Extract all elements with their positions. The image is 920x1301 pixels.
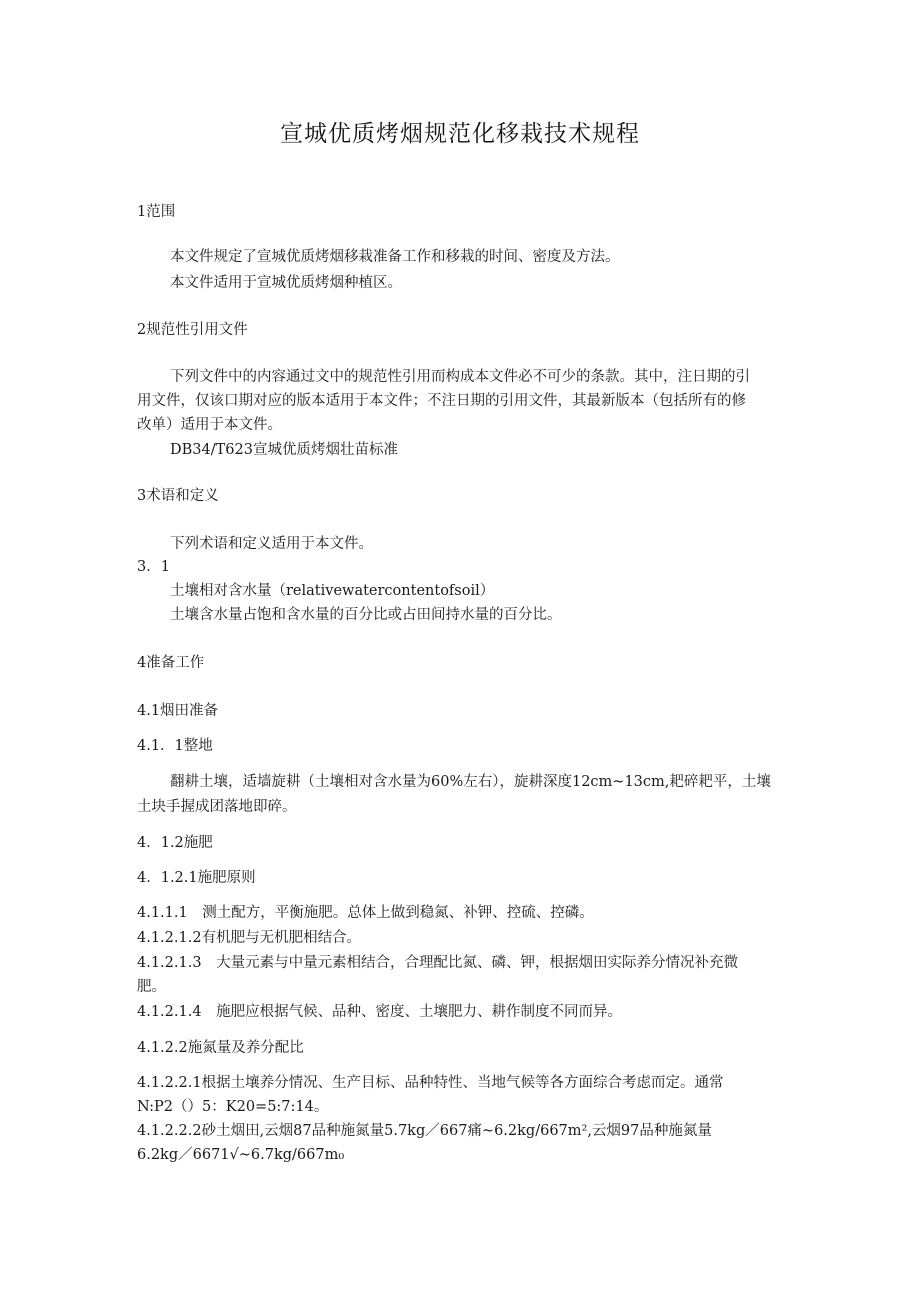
section-2-paragraph-line-1: 下列文件中的内容通过文中的规范性引用而构成本文件必不可少的条款。其中，注日期的引 [170,369,750,385]
nitrogen-item-1-line-1: 4.1.2.2.1根据土壤养分情况、生产目标、品种特性、当地气候等各方面综合考虑而定。通常 [137,1075,724,1091]
section-2-reference: DB34/T623宣城优质烤烟壮苗标准 [170,442,398,458]
nitrogen-item-2-line-2: 6.2kg／6671√~6.7kg/667m₀ [137,1147,345,1163]
fertilization-item-3-line-1: 4.1.2.1.3 大量元素与中量元素相结合，合理配比氮、磷、钾，根据烟田实际养分情况补充微 [137,955,739,971]
fertilization-item-4: 4.1.2.1.4 施肥应根据气候、品种、密度、土壤肥力、耕作制度不同而异。 [137,1004,623,1020]
subsection-4-1-2-heading: 4．1.2施肥 [137,835,213,851]
section-4-heading: 4准备工作 [137,655,205,671]
section-2-paragraph-line-3: 改单）适用于本文件。 [137,417,282,433]
section-2-heading: 2规范性引用文件 [137,322,248,338]
term-title: 土壤相对含水量（relativewatercontentofsoil） [170,583,495,599]
term-number: 3．1 [137,559,170,575]
nitrogen-item-2-line-1: 4.1.2.2.2砂土烟田,云烟87品种施氮量5.7kg／667痛~6.2kg/667m²,云烟97品种施氮量 [137,1123,712,1139]
term-definition: 土壤含水量占饱和含水量的百分比或占田间持水量的百分比。 [170,607,562,623]
section-3-paragraph: 下列术语和定义适用于本文件。 [170,536,373,552]
subsection-4-1-2-1-heading: 4．1.2.1施肥原则 [137,870,256,886]
section-3-heading: 3术语和定义 [137,488,219,504]
subsection-4-1-1-heading: 4.1．1整地 [137,738,213,754]
fertilization-item-2: 4.1.2.1.2有机肥与无机肥相结合。 [137,930,362,946]
fertilization-item-3-line-2: 肥。 [137,979,166,995]
subsection-4-1-heading: 4.1烟田准备 [137,703,219,719]
section-1-paragraph-2: 本文件适用于宣城优质烤烟种植区。 [170,275,402,291]
section-1-heading: 1范围 [137,204,176,220]
section-1-paragraph-1: 本文件规定了宣城优质烤烟移栽准备工作和移栽的时间、密度及方法。 [170,249,620,265]
document-title: 宣城优质烤烟规范化移栽技术规程 [280,121,640,147]
subsection-4-1-2-2-heading: 4.1.2.2施氮量及养分配比 [137,1040,304,1056]
section-2-paragraph-line-2: 用文件，仅该口期对应的版本适用于本文件；不注日期的引用文件，其最新版本（包括所有的修 [137,393,746,409]
nitrogen-item-1-line-2: N:P2（）5：K20=5:7:14。 [137,1099,329,1115]
tillage-paragraph-line-2: 土块手握成团落地即碎。 [137,799,297,815]
fertilization-item-1: 4.1.1.1 测土配方，平衡施肥。总体上做到稳氮、补钾、控硫、控磷。 [137,905,594,921]
tillage-paragraph-line-1: 翻耕土壤，适墙旋耕（土壤相对含水量为60%左右），旋耕深度12cm~13cm,耙碎耙平，土壤 [170,774,771,790]
